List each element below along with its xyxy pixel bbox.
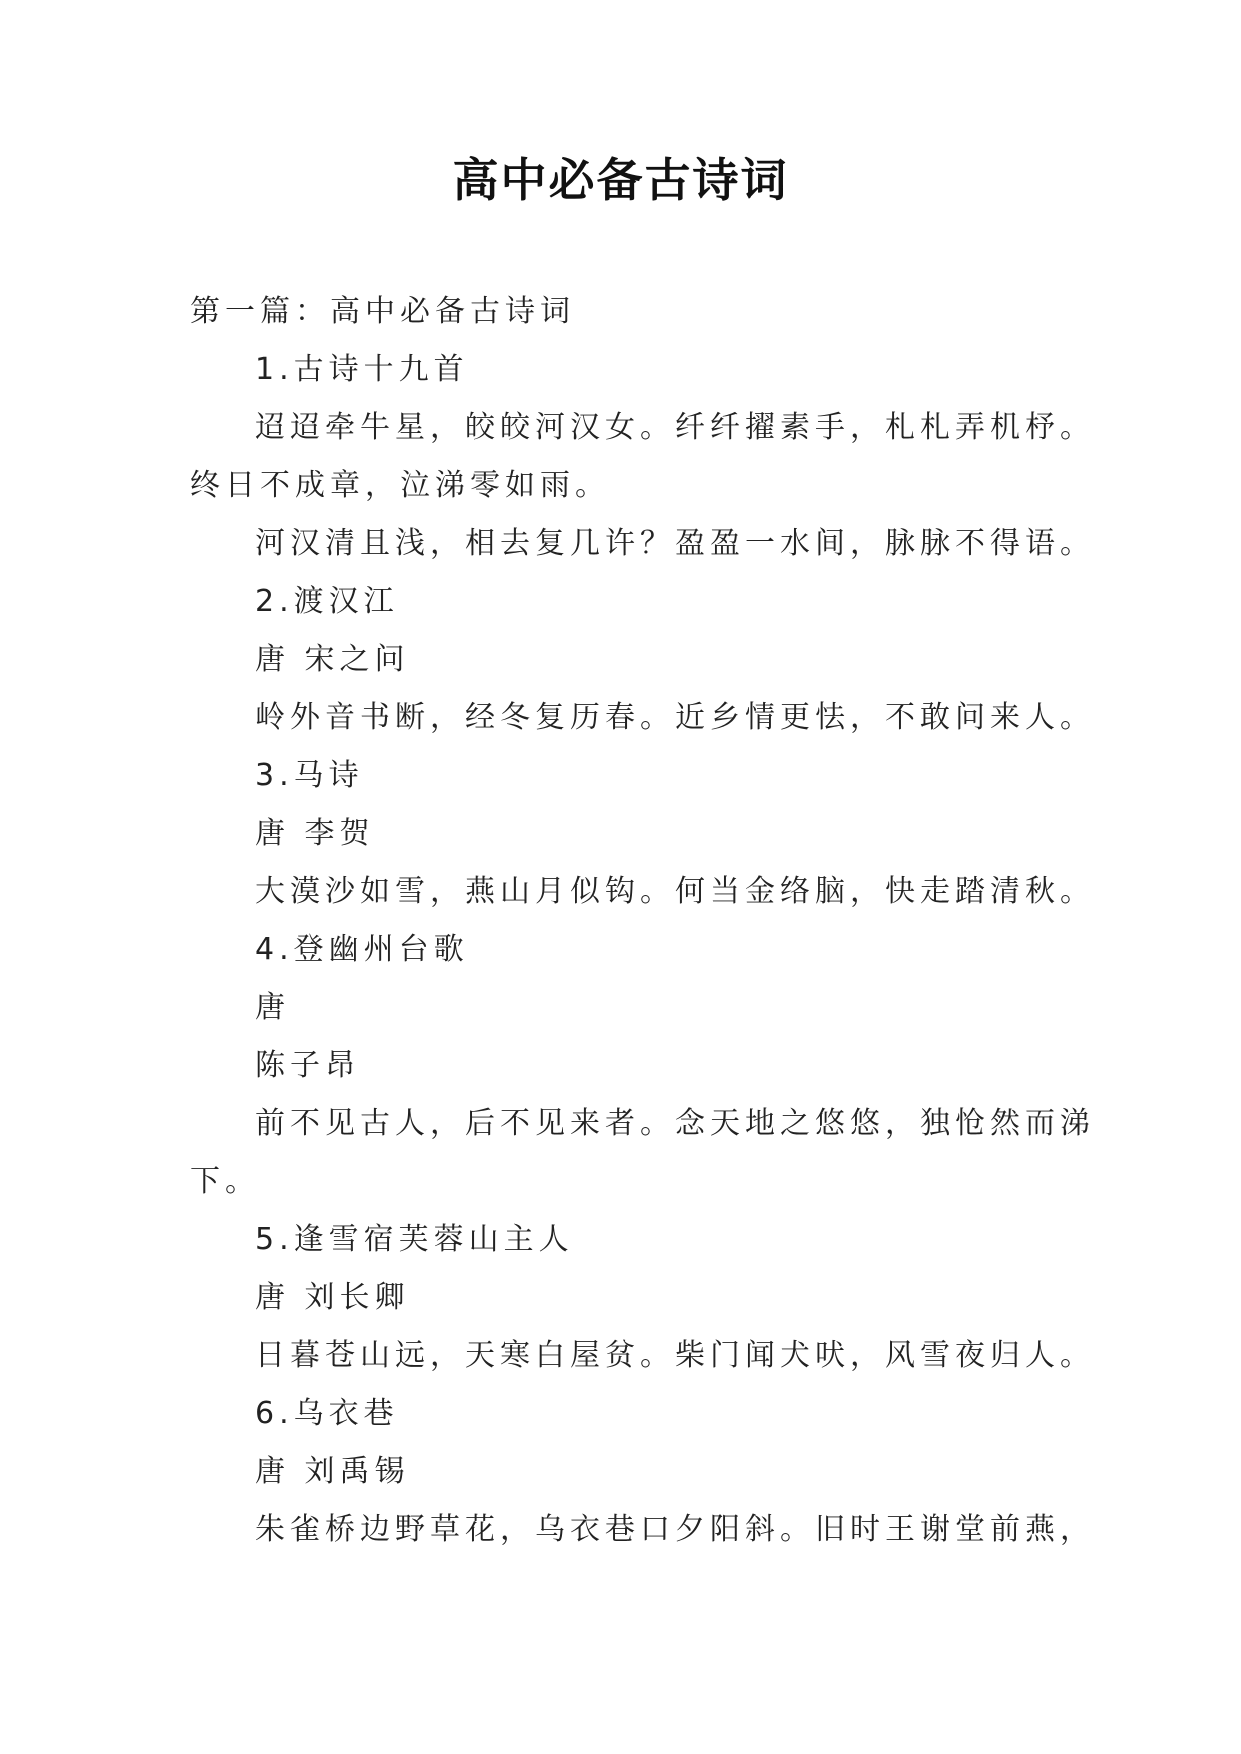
text-line: 前不见古人，后不见来者。念天地之悠悠，独怆然而涕: [255, 1106, 1095, 1141]
text-line: 终日不成章，泣涕零如雨。: [190, 468, 610, 503]
text-line: 陈子昂: [255, 1048, 360, 1083]
text-line: 岭外音书断，经冬复历春。近乡情更怯，不敢问来人。: [255, 700, 1095, 735]
text-line: 迢迢牵牛星，皎皎河汉女。纤纤擢素手，札札弄机杼。: [255, 410, 1095, 445]
text-line: 大漠沙如雪，燕山月似钩。何当金络脑，快走踏清秋。: [255, 874, 1095, 909]
text-line: 朱雀桥边野草花，乌衣巷口夕阳斜。旧时王谢堂前燕，: [255, 1512, 1095, 1547]
text-line: 唐 刘禹锡: [255, 1454, 410, 1489]
text-line: 第一篇：高中必备古诗词: [190, 294, 575, 329]
document-title: 高中必备古诗词: [452, 153, 789, 207]
text-line: 唐 刘长卿: [255, 1280, 410, 1315]
text-line: 6.乌衣巷: [255, 1396, 399, 1431]
text-line: 唐 李贺: [255, 816, 375, 851]
text-line: 1.古诗十九首: [255, 352, 469, 387]
text-line: 日暮苍山远，天寒白屋贫。柴门闻犬吠，风雪夜归人。: [255, 1338, 1095, 1373]
document-body: [190, 283, 1095, 1559]
text-line: 4.登幽州台歌: [255, 932, 469, 967]
text-line: 河汉清且浅，相去复几许？盈盈一水间，脉脉不得语。: [255, 526, 1095, 561]
text-line: 下。: [190, 1164, 260, 1199]
text-line: 2.渡汉江: [255, 584, 399, 619]
text-line: 唐: [255, 990, 290, 1025]
text-line: 3.马诗: [255, 758, 364, 793]
text-line: 唐 宋之问: [255, 642, 410, 677]
text-line: 5.逢雪宿芙蓉山主人: [255, 1222, 574, 1257]
